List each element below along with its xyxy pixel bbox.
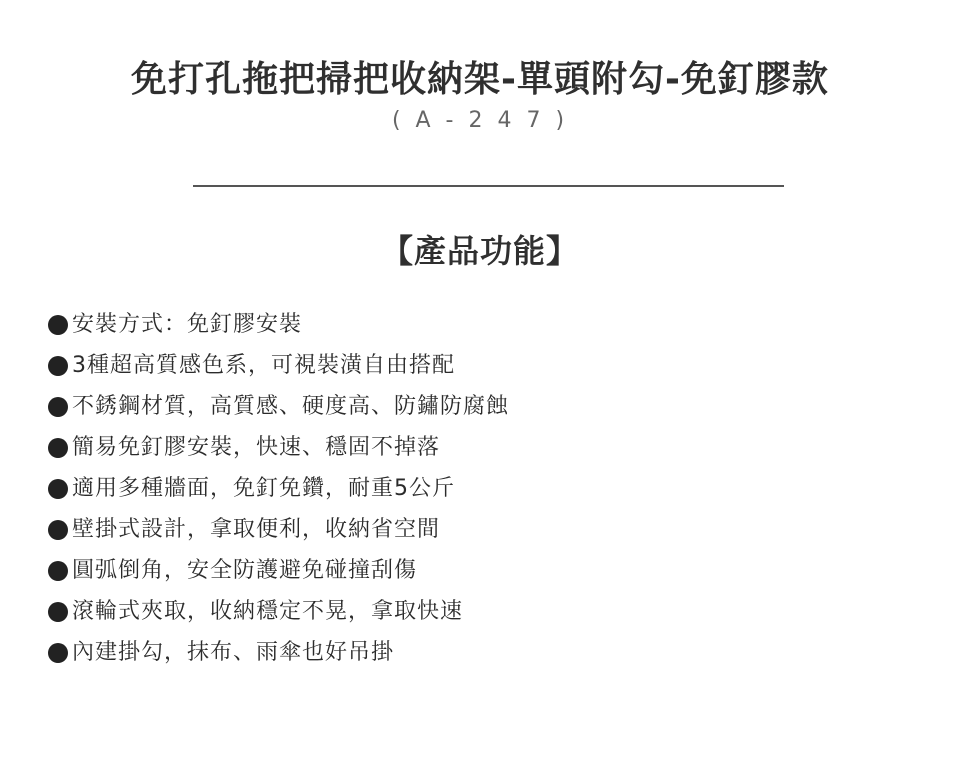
divider-line bbox=[193, 185, 784, 187]
feature-text: 適用多種牆面，免釘免鑽，耐重5公斤 bbox=[72, 475, 455, 501]
feature-item bbox=[48, 632, 509, 673]
feature-text: 滾輪式夾取，收納穩定不晃，拿取快速 bbox=[72, 598, 464, 624]
feature-item bbox=[48, 427, 509, 468]
bullet-icon bbox=[48, 397, 68, 417]
bullet-icon bbox=[48, 479, 68, 499]
feature-item bbox=[48, 468, 509, 509]
bullet-icon bbox=[48, 315, 68, 335]
model-number: ( A - 2 4 7 ) bbox=[391, 108, 569, 133]
feature-item bbox=[48, 345, 509, 386]
feature-text: 壁掛式設計，拿取便利，收納省空間 bbox=[72, 516, 441, 542]
feature-text: 圓弧倒角，安全防護避免碰撞刮傷 bbox=[72, 557, 418, 583]
bullet-icon bbox=[48, 602, 68, 622]
feature-item bbox=[48, 509, 509, 550]
bullet-icon bbox=[48, 561, 68, 581]
bullet-icon bbox=[48, 643, 68, 663]
section-title: 【產品功能】 bbox=[380, 232, 579, 270]
feature-item bbox=[48, 550, 509, 591]
feature-text: 3種超高質感色系，可視裝潢自由搭配 bbox=[72, 352, 455, 378]
feature-text: 簡易免釘膠安裝，快速、穩固不掉落 bbox=[72, 434, 441, 460]
product-title: 免打孔拖把掃把收納架-單頭附勾-免釘膠款 bbox=[131, 59, 829, 100]
feature-item bbox=[48, 386, 509, 427]
feature-item bbox=[48, 304, 509, 345]
feature-text: 安裝方式：免釘膠安裝 bbox=[72, 311, 303, 337]
bullet-icon bbox=[48, 356, 68, 376]
feature-item bbox=[48, 591, 509, 632]
bullet-icon bbox=[48, 520, 68, 540]
feature-list bbox=[48, 304, 509, 673]
feature-text: 不銹鋼材質，高質感、硬度高、防鏽防腐蝕 bbox=[72, 393, 510, 419]
bullet-icon bbox=[48, 438, 68, 458]
feature-text: 內建掛勾，抹布、雨傘也好吊掛 bbox=[72, 639, 395, 665]
